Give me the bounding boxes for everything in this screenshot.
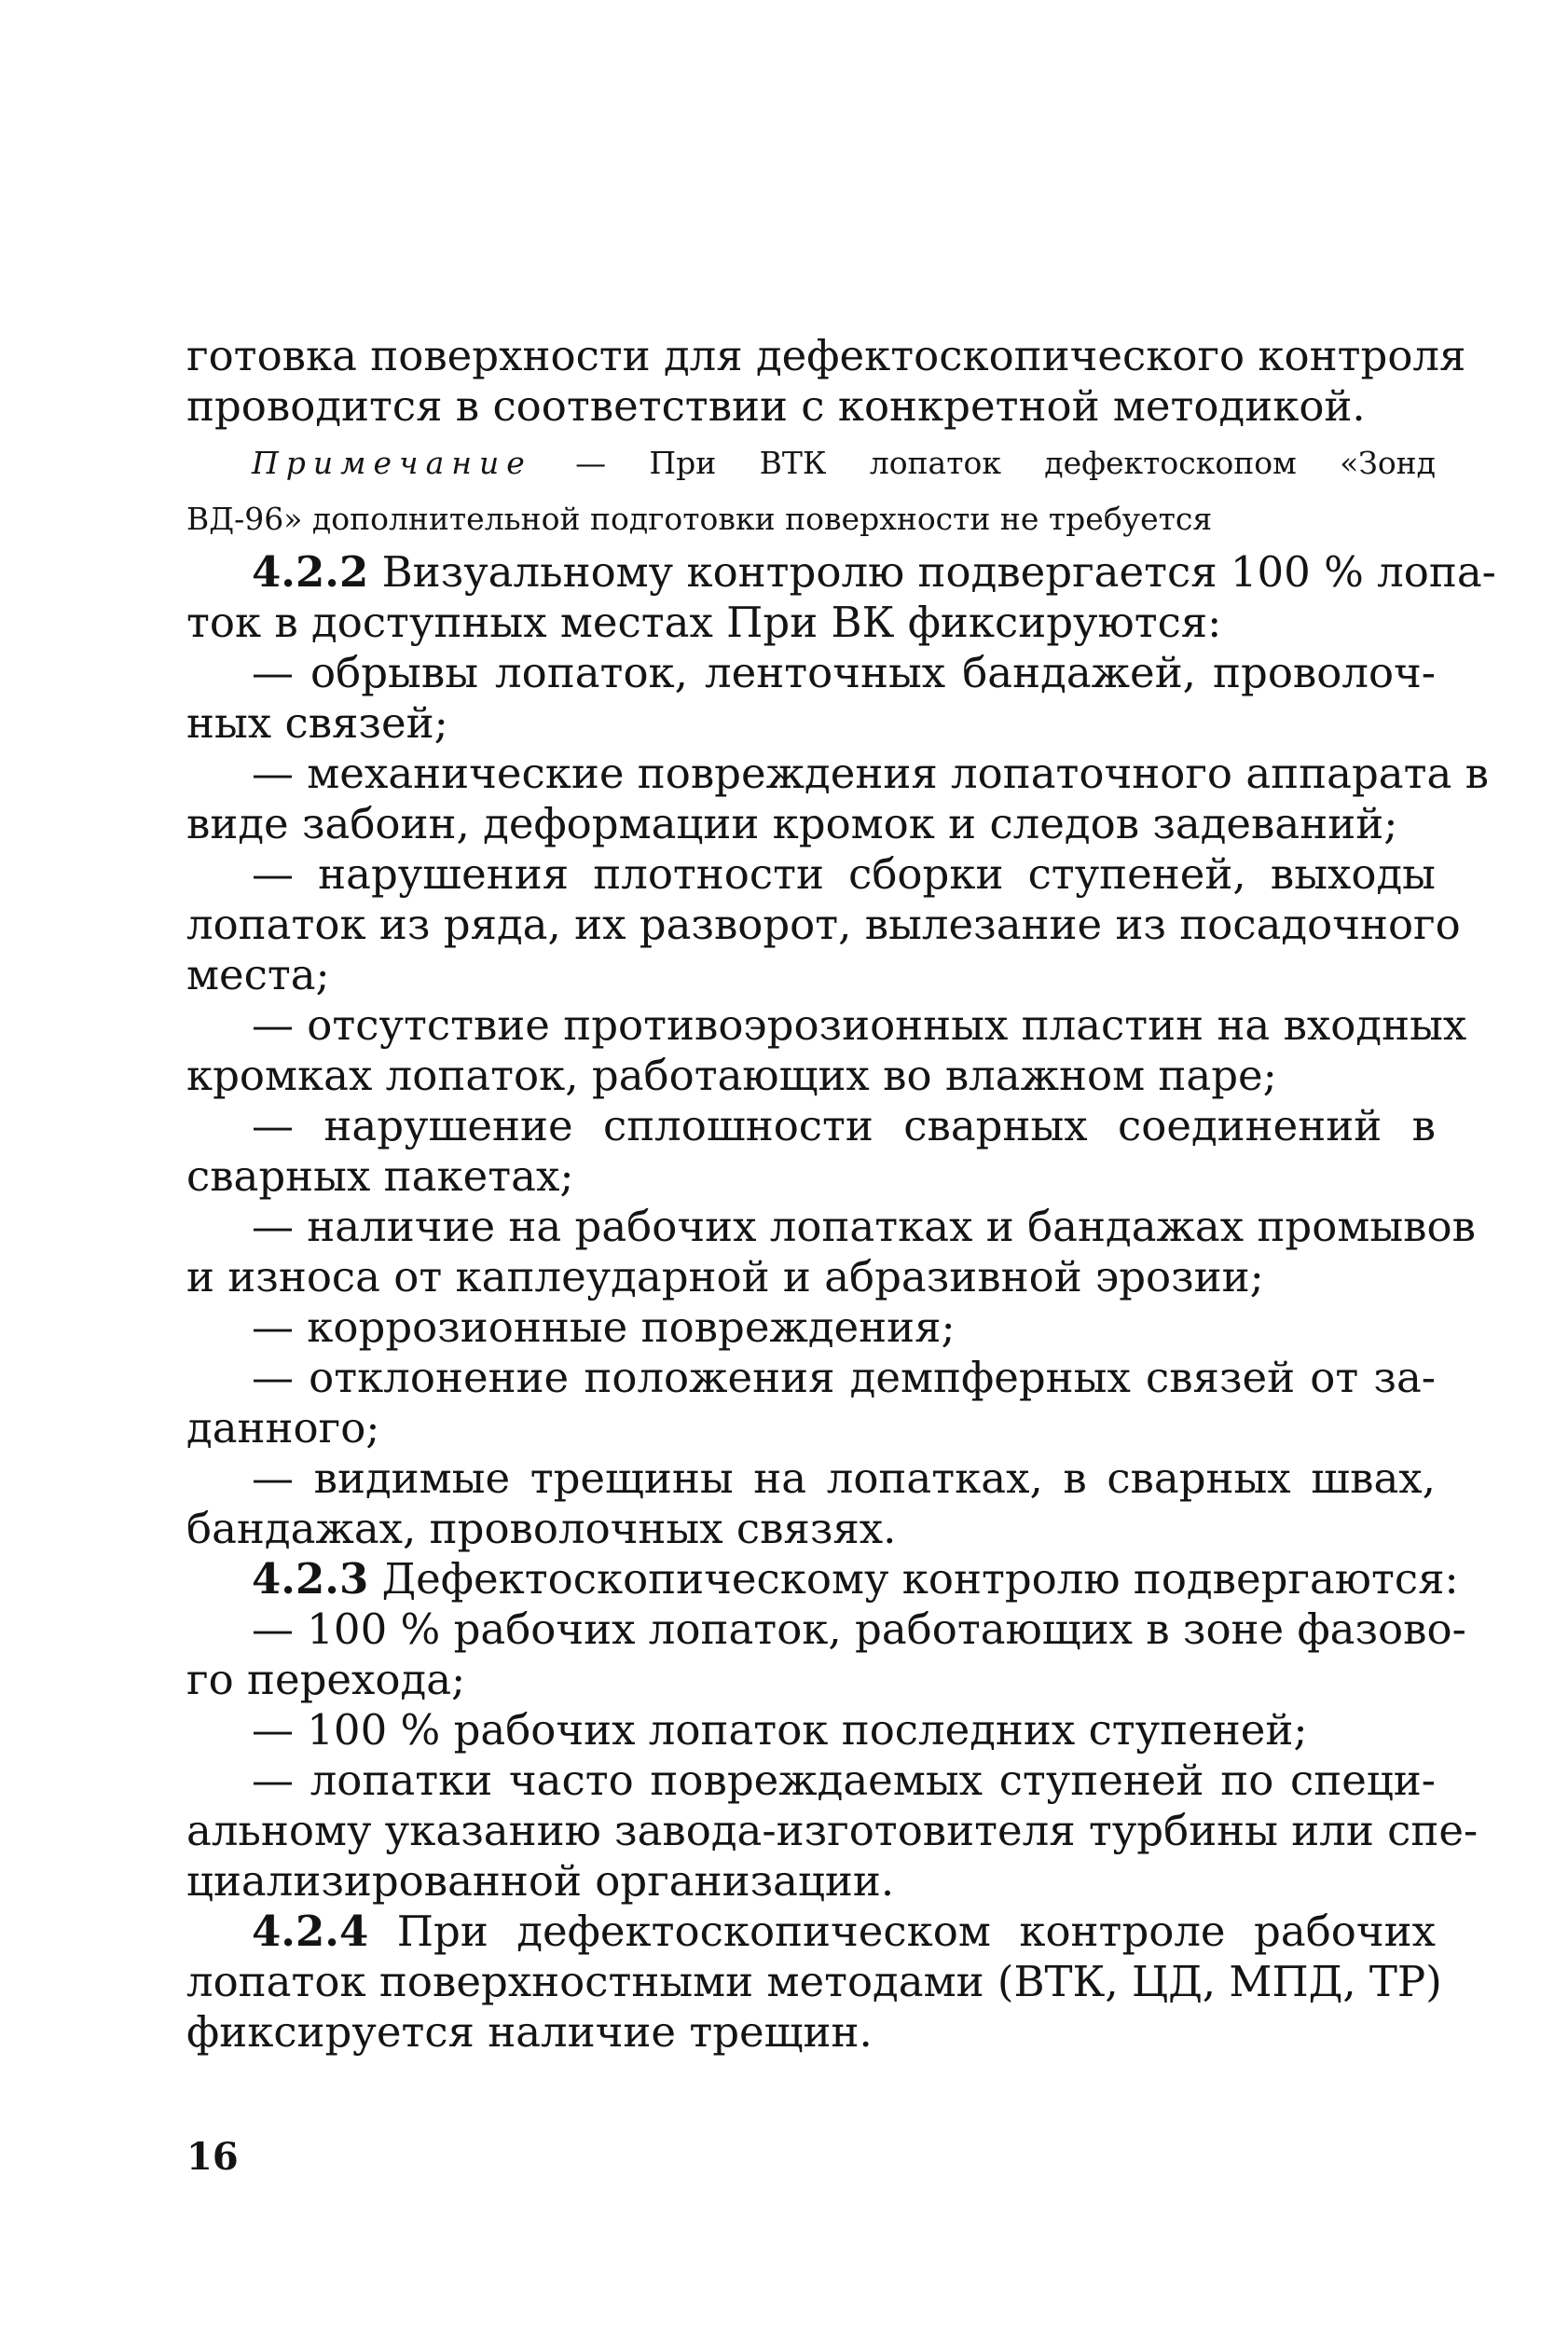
note-text: — При ВТК лопаток дефектоскопом «Зонд (531, 445, 1436, 481)
list-item: — 100 % рабочих лопаток, работающих в зоне фазово- (252, 1604, 1466, 1654)
list-item-cont: и износа от каплеударной и абразивной эрозии; (186, 1252, 1264, 1301)
list-item: — обрывы лопаток, ленточных бандажей, проволоч- (252, 648, 1436, 697)
list-item: — нарушения плотности сборки ступеней, выходы (252, 849, 1436, 899)
list-item-cont: бандажах, проволочных связях. (186, 1504, 897, 1553)
list-item: — отклонение положения демпферных связей от за- (252, 1353, 1436, 1402)
note-line-2: ВД-96» дополнительной подготовки поверхности не требуется (186, 501, 1213, 537)
section-4-2-4-line-1 (186, 1907, 1436, 1957)
section-4-2-3-line-1 (186, 1554, 1459, 1604)
list-item: — 100 % рабочих лопаток последних ступеней; (252, 1705, 1308, 1755)
note-line-1 (186, 439, 1436, 488)
list-item: — видимые трещины на лопатках, в сварных швах, (252, 1453, 1436, 1503)
section-number: 4.2.4 (252, 1907, 369, 1956)
page-number: 16 (186, 2135, 239, 2179)
page-body (186, 331, 1496, 2058)
list-item: — наличие на рабочих лопатках и бандажах промывов (252, 1202, 1476, 1251)
list-item-cont: кромках лопаток, работающих во влажном паре; (186, 1051, 1277, 1100)
list-item: — коррозионные повреждения; (252, 1302, 956, 1352)
list-item: — механические повреждения лопаточного аппарата в (252, 749, 1489, 798)
list-item-cont: места; (186, 950, 330, 999)
list-item: — отсутствие противоэрозионных пластин на входных (252, 1000, 1467, 1050)
list-item: — нарушение сплошности сварных соединений в (252, 1101, 1436, 1150)
list-item-cont: виде забоин, деформации кромок и следов задеваний; (186, 799, 1398, 848)
list-item-cont: сварных пакетах; (186, 1151, 574, 1201)
note (186, 439, 1436, 544)
section-4-2-4-line-2: лопаток поверхностными методами (ВТК, ЦД, МПД, ТР) (186, 1957, 1442, 2006)
list-item: — лопатки часто повреждаемых ступеней по специ- (252, 1756, 1436, 1805)
list-item-cont: ных связей; (186, 698, 448, 748)
section-4-2-4-line-3: фиксируется наличие трещин. (186, 2007, 873, 2057)
section-4-2-2 (186, 547, 1496, 1554)
section-4-2-2-line-2: ток в доступных местах При ВК фиксируются: (186, 598, 1222, 647)
section-4-2-3 (186, 1554, 1479, 1907)
intro-line-2: проводится в соответствии с конкретной методикой. (186, 381, 1366, 431)
list-item-cont: циализированной организации. (186, 1856, 895, 1906)
list-item-cont: данного; (186, 1403, 380, 1453)
section-text: Дефектоскопическому контролю подвергаются: (368, 1554, 1459, 1604)
section-4-2-4 (186, 1907, 1442, 2058)
section-text: При дефектоскопическом контроле рабочих (368, 1907, 1436, 1956)
section-number: 4.2.3 (252, 1554, 369, 1604)
list-item-cont: го перехода; (186, 1655, 466, 1704)
note-label: Примечание (252, 445, 532, 481)
section-number: 4.2.2 (252, 547, 369, 597)
section-4-2-2-line-1 (186, 547, 1496, 598)
list-item-cont: лопаток из ряда, их разворот, вылезание из посадочного (186, 900, 1461, 949)
intro-line-1: готовка поверхности для дефектоскопического контроля (186, 331, 1466, 380)
list-item-cont: альному указанию завода-изготовителя турбины или спе- (186, 1806, 1479, 1855)
section-text: Визуальному контролю подвергается 100 % лопа- (368, 547, 1496, 597)
